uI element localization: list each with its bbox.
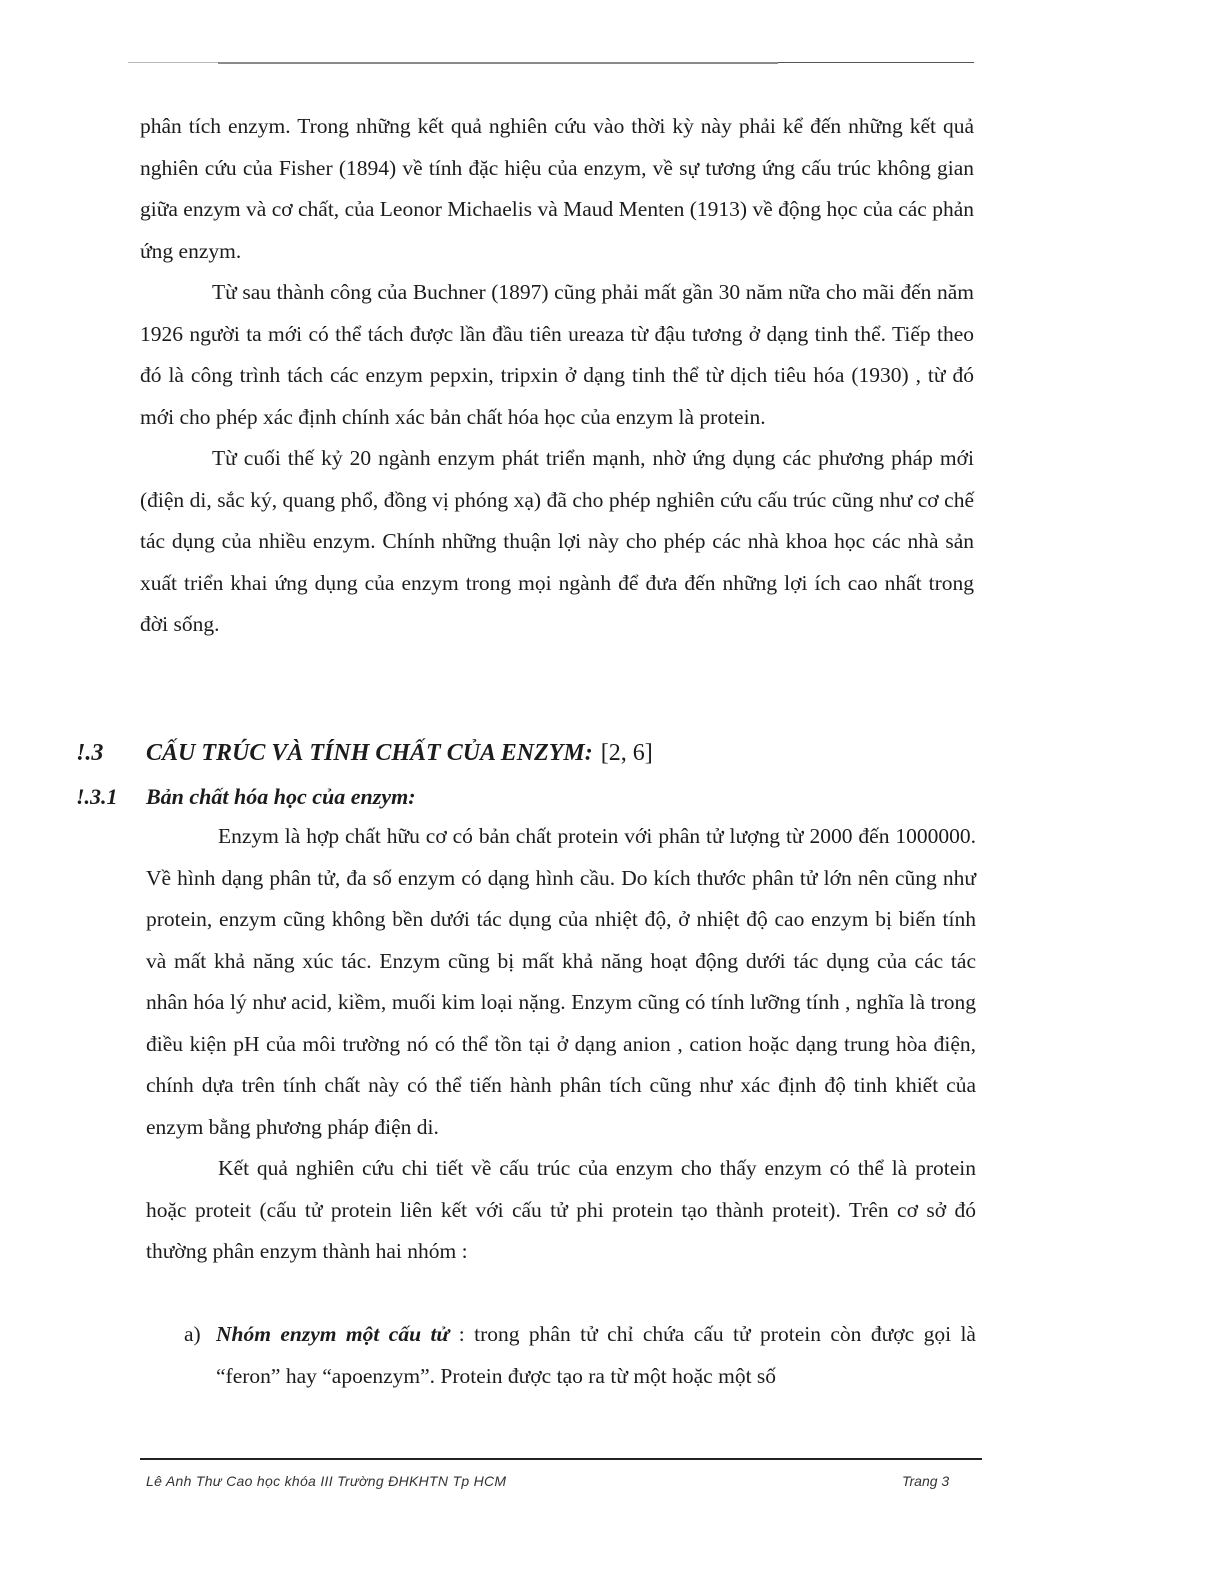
subsection-heading bbox=[76, 780, 976, 814]
section-number: !.3 bbox=[76, 740, 104, 766]
header-rule bbox=[778, 62, 974, 63]
paragraph: phân tích enzym. Trong những kết quả nghiên cứu vào thời kỳ này phải kể đến những kết quả nghiên cứu của Fisher (1894) về tính đặc hiệu của enzym, về sự tương ứng cấu trúc không gian giữa enzym và cơ chất, của Leonor Michaelis và Maud Menten (1913) về động học của các phản ứng enzym. bbox=[140, 114, 974, 263]
section-heading bbox=[76, 736, 976, 770]
body-text-bottom bbox=[146, 816, 976, 1273]
header-rule bbox=[128, 62, 218, 63]
paragraph: Từ cuối thế kỷ 20 ngành enzym phát triển mạnh, nhờ ứng dụng các phương pháp mới (điện di, sắc ký, quang phổ, đồng vị phóng xạ) đã cho phép nghiên cứu cấu trúc cũng như cơ chế tác dụng của nhiều enzym. Chính những thuận lợi này cho phép các nhà khoa học các nhà sản xuất triển khai ứng dụng của enzym trong mọi ngành để đưa đến những lợi ích cao nhất trong đời sống. bbox=[140, 446, 974, 636]
subsection-number: !.3.1 bbox=[76, 784, 118, 809]
paragraph: Kết quả nghiên cứu chi tiết về cấu trúc của enzym cho thấy enzym có thể là protein hoặc proteit (cấu tử protein liên kết với cấu tử phi protein tạo thành proteit). Trên cơ sở đó thường phân enzym thành hai nhóm : bbox=[146, 1156, 976, 1263]
section-title: CẤU TRÚC VÀ TÍNH CHẤT CỦA ENZYM: bbox=[146, 740, 593, 766]
paragraph: Từ sau thành công của Buchner (1897) cũng phải mất gần 30 năm nữa cho mãi đến năm 1926 người ta mới có thể tách được lần đầu tiên ureaza từ đậu tương ở dạng tinh thể. Tiếp theo đó là công trình tách các enzym pepxin, tripxin ở dạng tinh thể từ dịch tiêu hóa (1930) , từ đó mới cho phép xác định chính xác bản chất hóa học của enzym là protein. bbox=[140, 280, 974, 429]
section-citation: [2, 6] bbox=[600, 740, 653, 766]
body-text-top bbox=[140, 106, 974, 646]
subsection-title: Bản chất hóa học của enzym: bbox=[146, 784, 416, 809]
paragraph: Enzym là hợp chất hữu cơ có bản chất protein với phân tử lượng từ 2000 đến 1000000. Về hình dạng phân tử, đa số enzym có dạng hình cầu. Do kích thước phân tử lớn nên cũng như protein, enzym cũng không bền dưới tác dụng của nhiệt độ, ở nhiệt độ cao enzym bị biến tính và mất khả năng xúc tác. Enzym cũng bị mất khả năng hoạt động dưới tác dụng của các tác nhân hóa lý như acid, kiềm, muối kim loại nặng. Enzym cũng có tính lưỡng tính , nghĩa là trong điều kiện pH của môi trường nó có thể tồn tại ở dạng anion , cation hoặc dạng trung hòa điện, chính dựa trên tính chất này có thể tiến hành phân tích cũng như xác định độ tinh khiết của enzym bằng phương pháp điện di. bbox=[146, 824, 976, 1139]
header-rule bbox=[218, 62, 778, 64]
list-item bbox=[184, 1314, 976, 1397]
page-number: Trang 3 bbox=[902, 1473, 950, 1489]
list-marker: a) bbox=[184, 1322, 201, 1346]
footer-author: Lê Anh Thư Cao học khóa III Trường ĐHKHTN Tp HCM bbox=[146, 1473, 507, 1489]
list-text: : trong phân tử chỉ chứa cấu tử protein còn được gọi là “feron” hay “apoenzym”. Protein được tạo ra từ một hoặc một số bbox=[216, 1322, 976, 1388]
footer-rule bbox=[140, 1458, 982, 1460]
list-term: Nhóm enzym một cấu tử bbox=[216, 1322, 450, 1346]
